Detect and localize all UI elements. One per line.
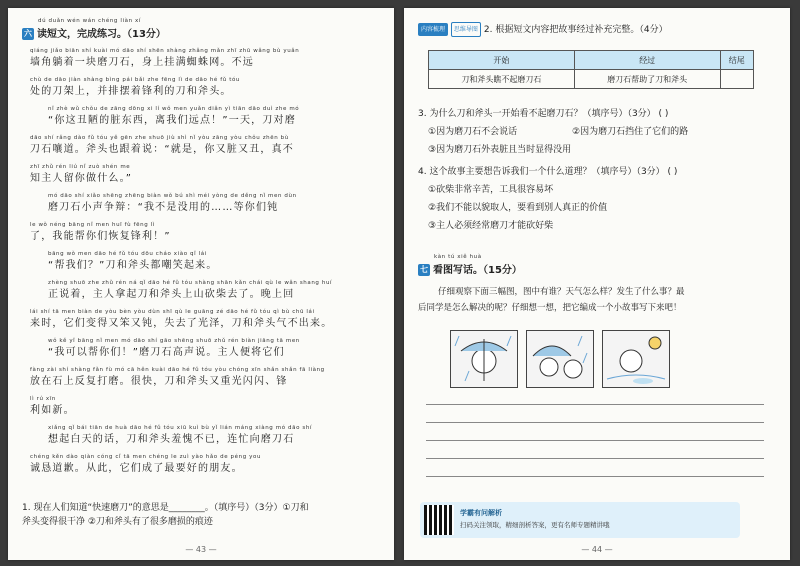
footer-banner	[420, 502, 740, 538]
question-2: 内容梳理 思维导图 2. 根据短文内容把故事经过补充完整。（4分）	[418, 22, 668, 37]
table-cell: 刀和斧头瞧不起磨刀石	[429, 70, 575, 89]
story-text-line: 知主人留你做什么。”	[30, 173, 133, 184]
story-text-line: “帮我们？”刀和斧头都嘲笑起来。	[48, 260, 218, 271]
story-pinyin-line: wǒ kě yǐ bāng nǐ men mó dāo shí gāo shēng shuō zhǔ rén biàn jiāng tā men	[48, 338, 300, 344]
q4-option-3: ③主人必须经常磨刀才能砍好柴	[428, 221, 554, 231]
story-text-line: 利如新。	[30, 405, 75, 416]
page-number: — 44 —	[581, 545, 613, 554]
tag-content: 内容梳理	[418, 23, 448, 36]
left-page	[8, 8, 394, 560]
picture-3	[602, 330, 670, 388]
question-1: 1. 现在人们知道“快速磨刀”的意思是________。（填序号）（3分）①刀和	[22, 503, 309, 513]
picture-2	[526, 330, 594, 388]
section-pinyin: kàn tú xiě huà	[434, 254, 482, 260]
q3-option-2: ②因为磨刀石挡住了它们的路	[572, 127, 689, 137]
story-text-line: “我可以帮你们！”磨刀石高声说。主人便将它们	[48, 347, 285, 358]
section-number: 六	[24, 29, 32, 38]
section-six-header	[22, 18, 166, 40]
story-text-line: 诚恳道歉。从此，它们成了最要好的朋友。	[30, 463, 243, 474]
q3-option-1: ①因为磨刀石不会说话	[428, 127, 518, 137]
page-number: — 43 —	[185, 545, 217, 554]
story-text-line: 正说着，主人拿起刀和斧头上山砍柴去了。晚上回	[48, 289, 295, 300]
story-text-line: 放在石上反复打磨。很快，刀和斧头又重光闪闪、锋	[30, 376, 288, 387]
q4-option-1: ①砍柴非常辛苦，工具很容易坏	[428, 185, 554, 195]
writing-line[interactable]	[426, 476, 764, 477]
q4-option-2: ②我们不能以貌取人，要看到别人真正的价值	[428, 203, 608, 213]
writing-prompt-line2: 后同学是怎么解决的呢？仔细想一想，把它编成一个小故事写下来吧！	[418, 303, 682, 313]
tag-mindmap: 思维导图	[451, 22, 481, 37]
story-pinyin-line: bāng wǒ men dāo hé fǔ tóu dōu cháo xiào qǐ lái	[48, 251, 207, 257]
story-pinyin-line: zhī zhǔ rén liú nǐ zuò shén me	[30, 164, 131, 170]
section-seven-header	[418, 254, 522, 276]
story-text-line: 来时，它们变得又笨又钝，失去了光泽，刀和斧头气不出来。	[30, 318, 333, 329]
story-text-line: 处的刀架上，并排摆着锋利的刀和斧头。	[30, 86, 232, 97]
question-3: 3. 为什么刀和斧头一开始看不起磨刀石？（填序号）（3分） ( )	[418, 109, 669, 119]
table-cell-empty[interactable]	[720, 70, 753, 89]
question-1-options: 斧头变得很干净 ②刀和斧头有了很多磨损的痕迹	[22, 517, 213, 527]
writing-line[interactable]	[426, 422, 764, 423]
story-text-line: 磨刀石小声争辩：“我不是没用的……等你们钝	[48, 202, 279, 213]
story-pinyin-line: xiǎng qǐ bái tiān de huà dāo hé fǔ tóu xiū kuì bù yǐ lián máng xiàng mó dāo shí	[48, 425, 313, 431]
section-title: 看图写话。（15分）	[433, 265, 522, 276]
story-pinyin-line: zhèng shuō zhe zhǔ rén ná qǐ dāo hé fǔ tóu shàng shān kǎn chái qù le wǎn shang huí	[48, 280, 333, 286]
story-pinyin-line: nǐ zhè wǔ chǒu de zāng dōng xi lí wǒ men yuǎn diǎn yì tiān dāo duì zhe mó	[48, 106, 300, 112]
story-text-line: 了，我能帮你们恢复锋利！”	[30, 231, 171, 242]
section-number: 七	[420, 265, 428, 274]
story-pinyin-line: dāo shí rǎng dào fǔ tóu yě gēn zhe shuō jiù shì nǐ yòu zāng yòu chǒu zhēn bù	[30, 135, 289, 141]
q3-option-3: ③因为磨刀石外表脏且当时显得没用	[428, 145, 572, 155]
story-pinyin-line: le wǒ néng bāng nǐ men huī fù fēng lì	[30, 222, 155, 228]
section-pinyin: dú duǎn wén wán chéng liàn xí	[38, 18, 141, 24]
table-header-middle: 经过	[574, 51, 720, 70]
story-text-line: “你这丑陋的脏东西，离我们远点！”一天，刀对磨	[48, 115, 296, 126]
story-text-line: 想起白天的话，刀和斧头羞愧不已，连忙向磨刀石	[48, 434, 295, 445]
story-pinyin-line: qiáng jiǎo biān shí kuài mó dāo shí shēn shàng zhǎng mǎn zhī zhū wǎng bù yuǎn	[30, 48, 300, 54]
footer-text: 扫码关注领取，精细剖析答案，更有名师专题精讲哦	[460, 521, 610, 529]
footer-title: 学霸有问解析	[460, 509, 502, 517]
story-table	[428, 50, 754, 89]
qr-code[interactable]	[424, 505, 454, 535]
story-pinyin-line: lì rú xīn	[30, 396, 56, 402]
writing-line[interactable]	[426, 440, 764, 441]
question-4: 4. 这个故事主要想告诉我们一个什么道理？（填序号）（3分） ( )	[418, 167, 678, 177]
story-pinyin-line: chéng kěn dào qiàn cóng cǐ tā men chéng le zuì yào hǎo de péng you	[30, 454, 262, 460]
right-page	[404, 8, 790, 560]
story-text-line: 墙角躺着一块磨刀石，身上挂满蜘蛛网。不远	[30, 57, 254, 68]
writing-line[interactable]	[426, 458, 764, 459]
story-pinyin-line: mó dāo shí xiǎo shēng zhēng biàn wǒ bú shì méi yòng de děng nǐ men dùn	[48, 193, 297, 199]
table-cell: 磨刀石帮助了刀和斧头	[574, 70, 720, 89]
story-pinyin-line: fàng zài shí shàng fǎn fù mó cā hěn kuài dāo hé fǔ tóu yòu chóng xīn shǎn shǎn fā liàng	[30, 367, 325, 373]
table-header-end: 结尾	[720, 51, 753, 70]
section-title: 读短文，完成练习。（13分）	[37, 29, 166, 40]
story-pinyin-line: lái shí tā men biàn de yòu bèn yòu dùn shī qù le guāng zé dāo hé fǔ tóu qì bù chū lái	[30, 309, 315, 315]
table-header-start: 开始	[429, 51, 575, 70]
writing-prompt-line1: 仔细观察下面三幅图，图中有谁？天气怎么样？发生了什么事？最	[438, 287, 685, 297]
picture-1	[450, 330, 518, 388]
story-pinyin-line: chù de dāo jiàn shàng bìng pái bǎi zhe fēng lì de dāo hé fǔ tóu	[30, 77, 241, 83]
story-text-line: 刀石嚷道。斧头也跟着说：“就是，你又脏又丑，真不	[30, 144, 294, 155]
writing-line[interactable]	[426, 404, 764, 405]
